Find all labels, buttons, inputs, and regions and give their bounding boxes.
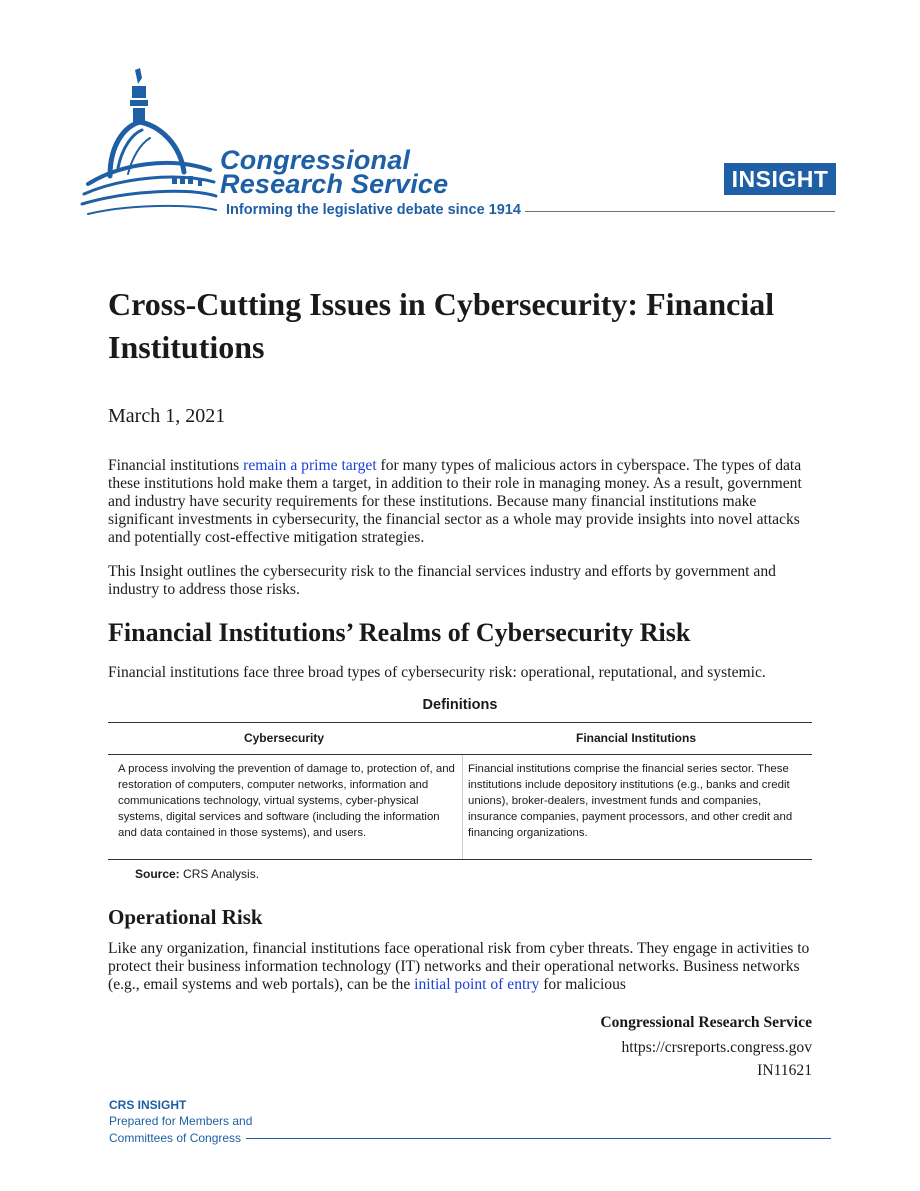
footer-prepared-line-1: Prepared for Members and xyxy=(109,1114,253,1128)
definitions-table xyxy=(108,722,812,860)
p4-text-end: for malicious xyxy=(539,975,626,993)
page-title: Cross-Cutting Issues in Cybersecurity: Financial Institutions xyxy=(108,286,775,365)
source-label: Source: xyxy=(135,867,180,881)
footer-divider xyxy=(246,1138,831,1139)
table-source-note xyxy=(135,867,259,881)
p4-text-start: Like any organization, financial institutions face operational risk from cyber threats. They engage in activities to protect their business information technology (IT) networks and their operational networks. Business networks (e.g., email systems and web portals), can be the xyxy=(108,940,810,993)
prime-target-link[interactable]: remain a prime target xyxy=(243,457,377,474)
insight-badge: INSIGHT xyxy=(724,163,836,195)
table-header-divider xyxy=(108,754,812,755)
footer-url: https://crsreports.congress.gov xyxy=(621,1039,812,1056)
crs-tagline: Informing the legislative debate since 1914 xyxy=(226,202,521,218)
footer-prepared-line-2: Committees of Congress xyxy=(109,1131,242,1145)
intro-paragraph-2: This Insight outlines the cybersecurity risk to the financial services industry and efforts by government and industry to address those risks. xyxy=(108,563,776,598)
crs-name-line2: Research Service xyxy=(220,169,449,199)
section-heading-operational-risk: Operational Risk xyxy=(108,905,263,929)
crs-name-line1: Congressional xyxy=(220,145,411,175)
crs-capitol-dome-logo xyxy=(80,64,540,224)
column-header-cybersecurity: Cybersecurity xyxy=(243,731,325,745)
footer-crs-insight-label: CRS INSIGHT xyxy=(109,1098,187,1112)
operational-risk-paragraph xyxy=(108,940,812,994)
source-text: CRS Analysis. xyxy=(179,867,260,881)
column-header-financial-institutions: Financial Institutions xyxy=(575,731,696,745)
table-column-divider xyxy=(462,755,463,859)
p1-text-start: Financial institutions xyxy=(108,457,244,474)
footer-org-name: Congressional Research Service xyxy=(600,1014,812,1031)
p1-text-end: for many types of malicious actors in cyberspace. The types of data these institutions hold make them a target, in addition to their role in managing money. As a result, government and industry have security requirements for these institutions. Because many financial institutions make significant investments in cybersecurity, the financial sector as a whole may provide insights into novel attacks and potentially cost-effective mitigation strategies. xyxy=(108,457,802,546)
footer-report-id: IN11621 xyxy=(757,1062,812,1079)
financial-institutions-definition: Financial institutions comprise the financial series sector. These institutions include depository institutions (e.g., banks and credit unions), broker-dealers, investment funds and companies, insurance companies, payment processors, and other credit and financing organizations. xyxy=(468,763,793,839)
realms-paragraph: Financial institutions face three broad types of cybersecurity risk: operational, reputational, and systemic. xyxy=(108,664,766,681)
definitions-caption: Definitions xyxy=(422,697,498,713)
publication-date: March 1, 2021 xyxy=(108,405,226,427)
section-heading-realms: Financial Institutions’ Realms of Cybersecurity Risk xyxy=(108,618,691,647)
initial-point-of-entry-link[interactable]: initial point of entry xyxy=(414,975,540,993)
tagline-divider xyxy=(525,211,835,212)
intro-paragraph-1 xyxy=(108,457,812,547)
cybersecurity-definition: A process involving the prevention of damage to, protection of, and restoration of computers, computer networks, information and communications technology, virtual systems, cyber-physical systems, digital services and software (including the information and data contained in those systems), and users. xyxy=(118,763,455,839)
